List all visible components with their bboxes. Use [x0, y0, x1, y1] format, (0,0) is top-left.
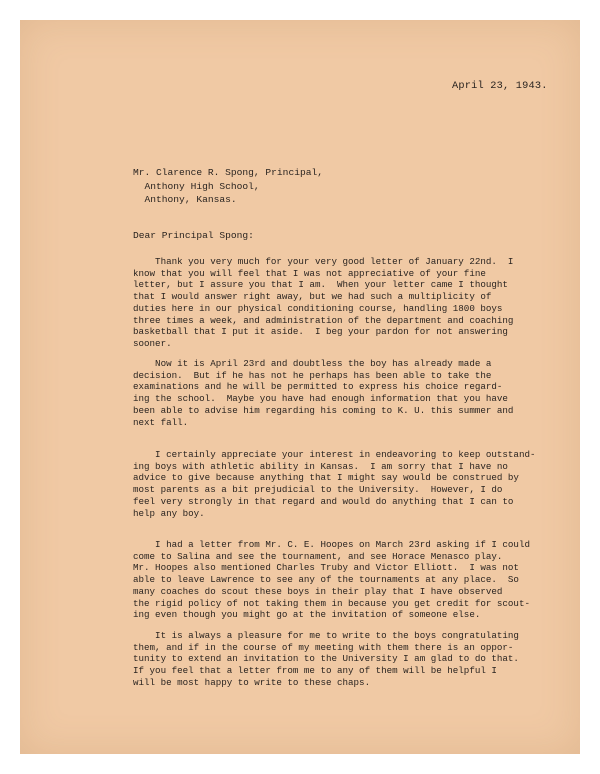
text-line: able to leave Lawrence to see any of the tournaments at any place. So	[133, 574, 519, 586]
text-line: know that you will feel that I was not appreciative of your fine	[133, 267, 486, 279]
text-line: It is always a pleasure for me to write to the boys congratulating	[133, 630, 519, 641]
letter-page	[20, 20, 580, 754]
text-line: I had a letter from Mr. C. E. Hoopes on March 23rd asking if I could	[133, 539, 530, 550]
text-line: the rigid policy of not taking them in because you get credit for scout-	[133, 597, 530, 609]
text-line: many coaches do scout these boys in their play that I have observed	[133, 585, 503, 597]
text-line: duties here in our physical conditioning course, handling 1800 boys	[133, 302, 503, 314]
text-line: come to Salina and see the tournament, and see Horace Menasco play.	[133, 550, 503, 562]
text-line: help any boy.	[133, 507, 205, 519]
paragraph	[133, 358, 573, 428]
text-line: advice to give because anything that I might say would be construed by	[133, 472, 519, 484]
text-line: feel very strongly in that regard and would do anything that I can to	[133, 495, 514, 507]
text-line: three times a week, and administration of the department and coaching	[133, 314, 514, 326]
text-line: If you feel that a letter from me to any of them will be helpful I	[133, 665, 497, 677]
recipient-line: Anthony, Kansas.	[133, 194, 237, 205]
text-line: Mr. Hoopes also mentioned Charles Truby and Victor Elliott. I was not	[133, 562, 519, 574]
recipient-line: Anthony High School,	[133, 180, 260, 192]
text-line: ing the school. Maybe you have had enough information that you have	[133, 393, 508, 405]
salutation: Dear Principal Spong:	[133, 230, 254, 241]
text-line: sooner.	[133, 337, 172, 349]
text-line: I certainly appreciate your interest in endeavoring to keep outstand-	[133, 449, 536, 460]
text-line: that I would answer right away, but we had such a multiplicity of	[133, 291, 492, 303]
text-line: most parents as a bit prejudicial to the University. However, I do	[133, 484, 503, 496]
text-line: Now it is April 23rd and doubtless the boy has already made a	[133, 358, 492, 369]
letter-date: April 23, 1943.	[452, 80, 548, 92]
text-line: basketball that I put it aside. I beg your pardon for not answering	[133, 326, 508, 338]
paragraph	[133, 630, 573, 689]
recipient-line: Mr. Clarence R. Spong, Principal,	[133, 167, 323, 178]
paragraph	[133, 539, 573, 621]
paragraph	[133, 449, 573, 519]
text-line: next fall.	[133, 416, 189, 428]
text-line: examinations and he will be permitted to express his choice regard-	[133, 381, 503, 393]
text-line: decision. But if he has not he perhaps has been able to take the	[133, 369, 492, 381]
text-line: them, and if in the course of my meeting with them there is an oppor-	[133, 641, 514, 653]
recipient-address	[133, 166, 323, 207]
text-line: Thank you very much for your very good letter of January 22nd. I	[133, 256, 514, 267]
text-line: tunity to extend an invitation to the University I am glad to do that.	[133, 653, 519, 665]
text-line: ing even though you might go at the invitation of someone else.	[133, 609, 481, 621]
text-line: letter, but I assure you that I am. When your letter came I thought	[133, 279, 508, 291]
paragraph	[133, 256, 573, 350]
text-line: will be most happy to write to these chaps.	[133, 676, 371, 688]
text-line: ing boys with athletic ability in Kansas. I am sorry that I have no	[133, 460, 508, 472]
text-line: been able to advise him regarding his coming to K. U. this summer and	[133, 404, 514, 416]
